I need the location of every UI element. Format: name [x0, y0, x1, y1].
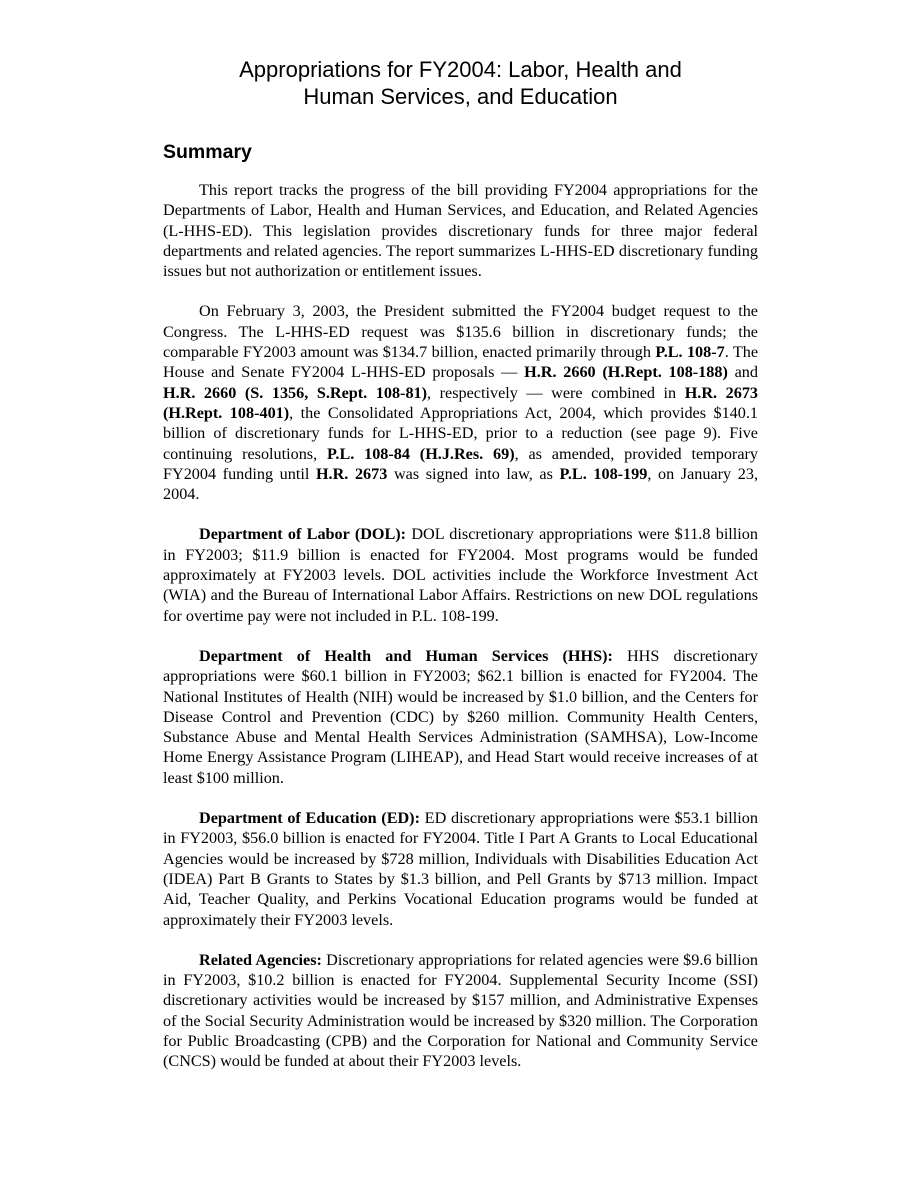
- summary-heading: Summary: [163, 141, 252, 163]
- ed-lead: Department of Education (ED):: [199, 809, 420, 828]
- intro-paragraph: This report tracks the progress of the bill providing FY2004 appropriations for the Departments of Labor, Health and Human Services, and Education, and Related Agencies (L-HHS-ED). This legislation provides discretionary funds for three major federal departments and related agencies. The report summarizes L-HHS-ED discretionary funding issues but not authorization or entitlement issues.: [163, 181, 758, 281]
- budget-text-6: , as amended, provided temporary FY2004 funding until: [163, 444, 758, 483]
- budget-text-3: and: [727, 363, 758, 382]
- related-agencies-lead: Related Agencies:: [199, 950, 322, 969]
- budget-text-4: , respectively — were combined in: [427, 383, 685, 402]
- dol-text: DOL discretionary appropriations were $11.8 billion in FY2003; $11.9 billion is enacted for FY2004. Most programs would be funded approximately at FY2003 levels. DOL activities include the Workforce Investment Act (WIA) and the Bureau of International Labor Affairs. Restrictions on new DOL regulations for overtime pay were not included in P.L. 108-199.: [163, 525, 758, 625]
- budget-text-1: On February 3, 2003, the President submitted the FY2004 budget request to the Congress. The L-HHS-ED request was $135.6 billion in discretionary funds; the comparable FY2003 amount was $134.7 billion, enacted primarily through: [163, 302, 758, 362]
- bill-ref-hr-2673-signed: H.R. 2673: [315, 464, 388, 483]
- ed-text: ED discretionary appropriations were $53.1 billion in FY2003, $56.0 billion is enacted for FY2004. Title I Part A Grants to Local Educational Agencies would be increased by $728 million, Individuals with Disabilities Education Act (IDEA) Part B Grants to States by $1.3 billion, and Pell Grants by $713 million. Impact Aid, Teacher Quality, and Perkins Vocational Education programs would be funded at approximately their FY2003 levels.: [163, 809, 758, 929]
- bill-ref-pl-108-84: P.L. 108-84 (H.J.Res. 69): [327, 444, 515, 463]
- bill-ref-hr-2673: H.R. 2673 (H.Rept. 108-401): [163, 383, 759, 422]
- ed-paragraph: [163, 808, 758, 930]
- report-title-line-2: Human Services, and Education: [303, 84, 618, 109]
- budget-text-7: was signed into law, as: [387, 464, 560, 483]
- report-title: [163, 56, 758, 110]
- bill-ref-pl-108-199: P.L. 108-199: [559, 464, 648, 483]
- related-agencies-paragraph: [163, 950, 758, 1072]
- hhs-text: HHS discretionary appropriations were $60.1 billion in FY2003; $62.1 billion is enacted for FY2004. The National Institutes of Health (NIH) would be increased by $1.0 billion, and the Centers for Disease Control and Prevention (CDC) by $260 million. Community Health Centers, Substance Abuse and Mental Health Services Administration (SAMHSA), Low-Income Home Energy Assistance Program (LIHEAP), and Head Start would receive increases of at least $100 million.: [163, 646, 758, 787]
- bill-ref-hr-2660-senate: H.R. 2660 (S. 1356, S.Rept. 108-81): [163, 383, 428, 402]
- hhs-paragraph: [163, 646, 758, 788]
- budget-history-paragraph: [163, 301, 758, 504]
- dol-lead: Department of Labor (DOL):: [199, 525, 407, 544]
- bill-ref-hr-2660-house: H.R. 2660 (H.Rept. 108-188): [524, 363, 728, 382]
- report-title-line-1: Appropriations for FY2004: Labor, Health and: [239, 57, 682, 82]
- budget-text-5: , the Consolidated Appropriations Act, 2004, which provides $140.1 billion of discretionary funds for L-HHS-ED, prior to a reduction (see page 9). Five continuing resolutions,: [163, 403, 759, 463]
- bill-ref-pl-108-7: P.L. 108-7: [655, 343, 725, 362]
- budget-text-2: . The House and Senate FY2004 L-HHS-ED proposals —: [163, 343, 759, 382]
- budget-text-8: , on January 23, 2004.: [163, 464, 758, 504]
- document-page: [163, 56, 758, 1092]
- related-agencies-text: Discretionary appropriations for related agencies were $9.6 billion in FY2003, $10.2 billion is enacted for FY2004. Supplemental Security Income (SSI) discretionary activities would be increased by $157 million, and Administrative Expenses of the Social Security Administration would be increased by $320 million. The Corporation for Public Broadcasting (CPB) and the Corporation for National and Community Service (CNCS) would be funded at about their FY2003 levels.: [163, 950, 758, 1071]
- dol-paragraph: [163, 524, 758, 625]
- hhs-lead: Department of Health and Human Services (HHS):: [199, 646, 613, 665]
